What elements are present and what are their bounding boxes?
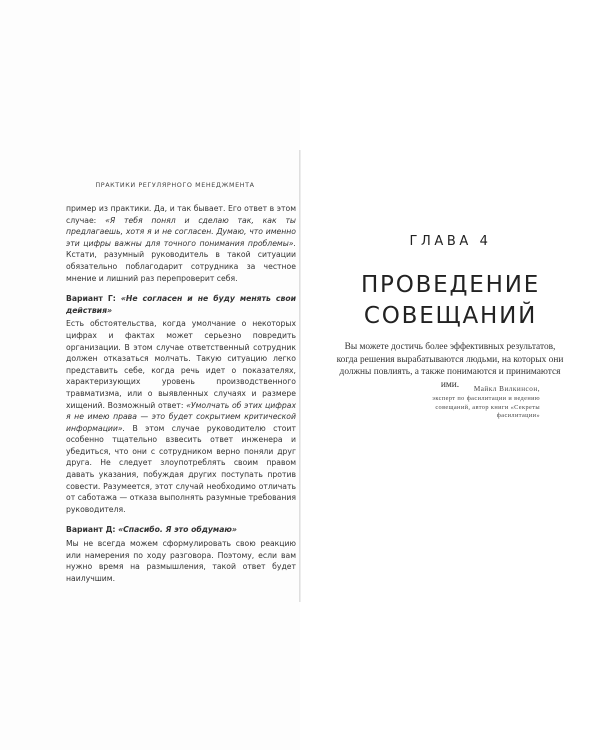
- paragraph-variant-g-quote: «Умолчать об этих цифрах я не имею права — это будет сокрытием критической информации».: [66, 400, 296, 433]
- chapter-title-line-2: СОВЕЩАНИЙ: [363, 303, 538, 329]
- page-gutter: [299, 150, 301, 602]
- paragraph-variant-g: [66, 318, 296, 515]
- paragraph-intro-quote: «Я тебя понял и сделаю так, как ты предлагаешь, хотя я и не согласен. Думаю, что именно эти цифры важны для точного понимания проблемы».: [66, 215, 296, 248]
- chapter-title: [301, 270, 600, 332]
- paragraph-variant-d: Мы не всегда можем сформулировать свою реакцию или намерения по ходу разговора. Поэтому, если вам нужно время на размышления, такой ответ будет наилучшим.: [66, 539, 296, 583]
- variant-g-label: Вариант Г:: [66, 294, 121, 304]
- left-page-body: [66, 203, 296, 584]
- paragraph-intro: [66, 203, 296, 284]
- variant-g-heading: [66, 293, 296, 316]
- epigraph-quote: Вы можете достичь более эффективных результатов, когда решения вырабатываются людьми, на которых они должны повлиять, а также понимаются и принимаются ими.: [336, 342, 564, 390]
- epigraph-role-line-2: совещаний, автор книги «Секреты: [435, 403, 540, 411]
- epigraph-role-line-3: фасилитации»: [496, 412, 540, 420]
- paragraph-variant-g-start: Есть обстоятельства, когда умолчание о некоторых цифрах и фактах может серьезно повредить организации. В этом случае ответственный сотрудник должен отказаться молчать. Такую ситуацию легко представить себе, когда речь идет о показателях, характеризующих уровень производственного травматизма, или о выявленных случаях и размере хищений. Возможный ответ:: [66, 319, 296, 410]
- chapter-label: ГЛАВА 4: [409, 234, 492, 249]
- paragraph-intro-start: пример из практики. Да, и так бывает. Его ответ в этом случае:: [66, 204, 296, 225]
- running-head: ПРАКТИКИ РЕГУЛЯРНОГО МЕНЕДЖМЕНТА: [95, 181, 255, 189]
- variant-g-quote: «Не согласен и не буду менять свои действия»: [66, 294, 297, 315]
- paragraph-variant-g-end: В этом случае руководителю стоит особенно тщательно взвесить ответ инженера и убедиться, что они с сотрудником верно поняли друг друга. Не следует злоупотреблять своим правом давать указания, побуждая других поступать против совести. Разумеется, этот случай необходимо отличать от саботажа — отказа выполнять разумные требования руководителя.: [66, 423, 296, 514]
- epigraph-author: Майкл Вилкинсон,: [473, 385, 540, 393]
- paragraph-intro-end: Кстати, разумный руководитель в такой ситуации обязательно поблагодарит сотрудника за честное мнение и лишний раз перепроверит себя.: [66, 250, 296, 283]
- chapter-title-line-1: ПРОВЕДЕНИЕ: [360, 272, 541, 298]
- epigraph-role-line-1: эксперт по фасилитации и ведению: [432, 395, 540, 402]
- variant-d-quote: «Спасибо. Я это обдумаю»: [118, 525, 237, 535]
- variant-d-label: Вариант Д:: [66, 525, 119, 535]
- epigraph-role: [300, 395, 540, 421]
- variant-d-heading: [66, 524, 296, 536]
